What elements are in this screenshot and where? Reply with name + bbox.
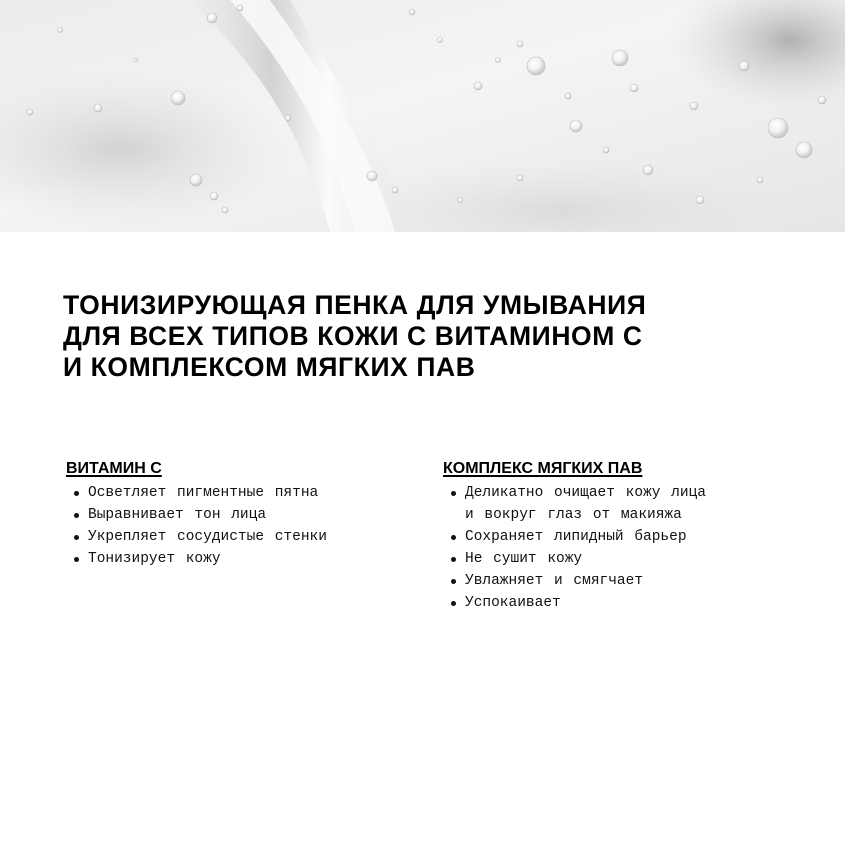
list-item-text: Успокаивает bbox=[465, 595, 561, 611]
bullet-icon bbox=[74, 491, 79, 496]
product-title-line-2: ДЛЯ ВСЕХ ТИПОВ КОЖИ С ВИТАМИНОМ С bbox=[63, 321, 643, 351]
list-item-text: Осветляет пигментные пятна bbox=[88, 485, 319, 501]
list-item-text: Укрепляет сосудистые стенки bbox=[88, 529, 327, 545]
bullet-icon bbox=[451, 491, 456, 496]
list-item bbox=[66, 504, 406, 526]
foam-texture-banner bbox=[0, 0, 845, 232]
vitamin-c-heading: ВИТАМИН С bbox=[66, 460, 162, 477]
list-item-text: Деликатно очищает кожу лица bbox=[465, 485, 706, 501]
list-item-text: Выравнивает тон лица bbox=[88, 507, 267, 523]
list-item-text: Тонизирует кожу bbox=[88, 551, 221, 567]
list-item bbox=[443, 592, 823, 614]
bullet-icon bbox=[74, 557, 79, 562]
bullet-icon bbox=[451, 601, 456, 606]
product-title bbox=[63, 290, 783, 383]
bullet-icon bbox=[74, 535, 79, 540]
list-item-text-continuation: и вокруг глаз от макияжа bbox=[465, 507, 682, 523]
bullet-icon bbox=[74, 513, 79, 518]
list-item bbox=[66, 482, 406, 504]
product-title-line-1: ТОНИЗИРУЮЩАЯ ПЕНКА ДЛЯ УМЫВАНИЯ bbox=[63, 290, 647, 320]
vitamin-c-section bbox=[66, 459, 406, 570]
list-item-text: Не сушит кожу bbox=[465, 551, 583, 567]
list-item bbox=[443, 548, 823, 570]
bullet-icon bbox=[451, 535, 456, 540]
list-item bbox=[443, 570, 823, 592]
vitamin-c-benefits bbox=[66, 482, 406, 570]
list-item bbox=[443, 526, 823, 548]
surfactant-complex-heading: КОМПЛЕКС МЯГКИХ ПАВ bbox=[443, 460, 643, 477]
bullet-icon bbox=[451, 579, 456, 584]
list-item bbox=[66, 526, 406, 548]
list-item-text: Увлажняет и смягчает bbox=[465, 573, 644, 589]
surfactant-complex-section bbox=[443, 459, 823, 614]
product-title-line-3: И КОМПЛЕКСОМ МЯГКИХ ПАВ bbox=[63, 352, 476, 382]
list-item-text: Сохраняет липидный барьер bbox=[465, 529, 687, 545]
list-item bbox=[66, 548, 406, 570]
bullet-icon bbox=[451, 557, 456, 562]
list-item bbox=[443, 482, 823, 526]
surfactant-complex-benefits bbox=[443, 482, 823, 614]
foam-texture-image bbox=[0, 0, 845, 232]
